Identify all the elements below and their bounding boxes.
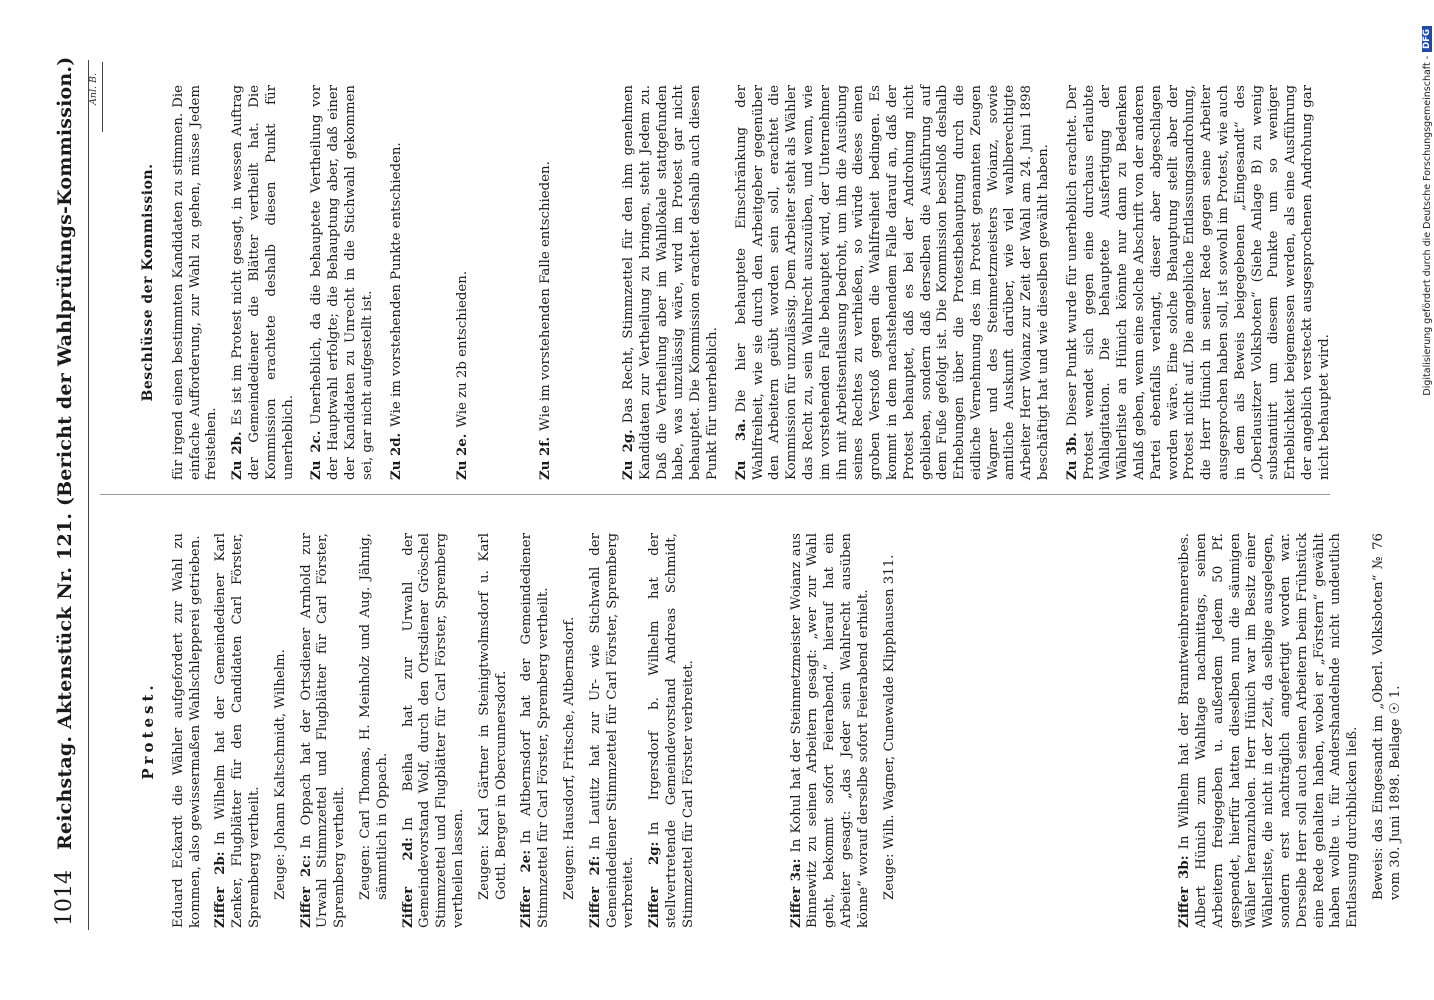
- entry-witness: Zeugen: Hausdorf, Fritsche, Altbernsdorf.: [561, 616, 577, 900]
- entry-text: In Kohul hat der Steinmetzmeister Woianz aus Binnewitz zu seinen Arbeitern gesagt: „wer zur Wahl geht, bekommt sofort Feierabend.“ hierauf hat ein Arbeiter gesagt: „das Jeder sein Wahlrecht ausüben könne“ worauf derselbe sofort Feierabend erhielt.: [788, 532, 871, 928]
- decision-2f: [538, 85, 555, 480]
- decision-label: Zu 3b.: [1064, 432, 1080, 480]
- entry-evidence: Beweis: das Eingesandt im „Oberl. Volksboten“ № 76 vom 30. Juni 1898. Beilage ☉ 1.: [1371, 533, 1403, 900]
- protest-entry-3a: [789, 533, 899, 928]
- protest-entry-3b: [1177, 533, 1404, 928]
- entry-label: Ziffer 2f:: [587, 855, 603, 928]
- commission-title: Beschlüsse der Kommission.: [140, 163, 156, 402]
- annex-stamp-underline: [102, 62, 103, 132]
- entry-label: Ziffer 2e:: [519, 849, 535, 928]
- decision-2c: [309, 85, 376, 480]
- entry-witness: Zeuge: Johann Kaltschmidt, Wilhelm.: [272, 649, 288, 900]
- entry-text: In Oppach hat der Ortsdiener Arnhold zur Urwahl Stimmzettel und Flugblätter für Carl Förster, Spremberg vertheilt.: [298, 533, 348, 928]
- decision-text: Dieser Punkt wurde für unerheblich erachtet. Der Protest wendet sich gegen eine durchaus erlaubte Wahlagitation. Die behauptete Ausfertigung der Wählerliste an Hünich könnte nur dann zu Bedenken Anlaß geben, wenn eine solche Abschrift von der anderen Partei ebenfalls verlangt, dieser aber abgeschlagen worden wäre. Eine solche Behauptung stellt aber der Protest nicht auf. Die angebliche Entlassungsandrohung, die Herr Hünich in seiner Rede gegen seine Arbeiter ausgesprochen haben soll, ist sowohl im Protest, wie auch in dem als Beweis beigegebenen „Eingesandt“ des „Oberlausitzer Volksboten“ (Siehe Anlage B) zu wenig substantiirt um diesem Punkte um so weniger Erheblichkeit beigemessen werden, als eine Ausführung der angeblich versteckt ausgesprochenen Androhung gar nicht behauptet wird.: [1064, 85, 1332, 480]
- decision-2g: [621, 85, 722, 480]
- entry-text: In Irgersdorf b. Wilhelm hat der stellvertretende Gemeindevorstand Andreas Schmidt, Stimmzettel für Carl Förster verbreitet.: [647, 533, 696, 928]
- commission-column: [140, 85, 1346, 480]
- decision-text: Unerheblich, da die behauptete Vertheilung vor der Hauptwahl erfolgte; die Behauptung aber, daß einer der Kandidaten zu Unrecht in die Stichwahl gekommen sei, gar nicht aufgestellt ist.: [309, 85, 375, 480]
- decision-label: Zu 2g.: [620, 429, 636, 480]
- decision-text: Wie im vorstehenden Punkte entschieden.: [388, 142, 404, 427]
- protest-entry-2d: [401, 533, 511, 928]
- decision-label: Zu 2d.: [388, 432, 404, 480]
- decision-label: Zu 2b.: [230, 431, 246, 480]
- decision-2e: [455, 85, 472, 480]
- entry-label: Ziffer 2d:: [400, 837, 416, 928]
- protest-entry-2g: [647, 533, 697, 928]
- protest-intro: Eduard Eckardt die Wähler aufgefordert zur Wahl zu kommen, also gewissermaßen Wahlschlepperei getrieben.: [170, 533, 203, 928]
- decision-text: Das Recht, Stimmzettel für den ihm genehmen Kandidaten zur Vertheilung zu bringen, steht Jedem zu. Daß die Vertheilung aber im Wahllokale stattgefunden habe, was unzulässig wäre, wird im Protest gar nicht behauptet. Die Kommission erachtet deshalb auch diesen Punkt für unerheblich.: [620, 85, 720, 480]
- dfg-logo: DFG: [1422, 26, 1432, 52]
- decision-label: Zu 3a.: [733, 418, 749, 480]
- decision-text: Es ist im Protest nicht gesagt, in wessen Auftrag der Gemeindediener die Blätter vertheilt hat. Die Kommission erachtete deshalb diesen Punkt für unerheblich.: [230, 84, 296, 480]
- protest-title: Protest.: [139, 681, 157, 780]
- protest-entry-2b: [213, 533, 289, 928]
- entry-text: In Altbernsdorf hat der Gemeindediener Stimmzettel für Carl Förster, Spremberg vertheilt.: [519, 533, 552, 928]
- decision-label: Zu 2f.: [538, 436, 554, 480]
- entry-witness: Zeuge: Wilh. Wagner, Cunewalde Klipphausen 311.: [881, 554, 897, 900]
- running-head: Reichstag. Aktenstück Nr. 121. (Bericht der Wahlprüfungs-Kommission.): [54, 56, 76, 850]
- entry-witness: Zeugen: Karl Gärtner in Steinigtwolmsdorf u. Karl Gottl. Berger in Obercunnersdorf.: [476, 533, 509, 900]
- decision-text: Die hier behauptete Einschränkung der Wahlfreiheit, wie sie durch den Arbeitgeber gegenüber den Arbeitern geübt worden sein soll, erachtet die Kommission für unzulässig. Dem Arbeiter steht als Wähler das Recht zu, sein Wahlrecht auszuüben, und wenn, wie im vorstehenden Falle behauptet wird, der Unternehmer ihn mit Arbeitsentlassung bedroht, um ihn die Ausübung seines Rechtes zu verhießen, so würde dieses einen groben Verstoß gegen die Wahlfreiheit bedingen. Es kommt in dem nachstehendem Falle darauf an, daß der Protest behauptet, daß es bei der Androhung nicht geblieben, sondern daß derselben die Ausführung auf dem Fuße gefolgt ist. Die Kommission beschloß deshalb Erhebungen über die Protestbehauptung durch die eidliche Vernehmung des im Protest genannten Zeugen Wagner und des Steinmetzmeisters Woianz, sowie amtliche Auskunft darüber, wie viel wahlberechtigte Arbeiter Herr Woianz zur Zeit der Wahl am 24. Juni 1898 beschäftigt hat und wie dieselben gewählt haben.: [733, 85, 1052, 480]
- decision-2b: [230, 85, 297, 480]
- digitization-credit-text: Digitalisierung gefördert durch die Deutsche Forschungsgemeinschaft -: [1421, 55, 1433, 396]
- entry-text: In Wilhelm hat der Gemeindediener Karl Zenker, Flugblätter für den Candidaten Carl Förster, Spremberg vertheilt.: [213, 533, 262, 928]
- header-rule: [88, 60, 89, 930]
- entry-label: Ziffer 3b:: [1177, 855, 1193, 928]
- entry-label: Ziffer 2b:: [213, 851, 229, 928]
- digitization-credit: [1420, 20, 1434, 980]
- entry-text: In Wilhelm hat der Branntweinbrennereibes. Albert Hünich zum Wahltage nachmittags, seinen Arbeitern freigegeben u. außerdem Jedem 50 Pf. gespendet, hierfür hatten dieselben nun die säumigen Wähler heranzuholen. Herr Hünich war im Besitz einer Wählerliste, die nicht in der Zeit, da selbige ausgelegen, sondern erst nachträglich angefertigt worden war. Derselbe Herr soll auch seinen Arbeitern beim Frühstück eine Rede gehalten haben, wobei er „Förstern“ gewählt haben wollte u. für Andershandelnde nicht undeutlich Entlassung durchblicken ließ.: [1177, 533, 1361, 928]
- protest-entry-2e: [519, 533, 578, 928]
- decision-text: Wie im vorstehenden Falle entschieden.: [538, 161, 554, 431]
- entry-label: Ziffer 2c:: [298, 854, 314, 928]
- decision-3b: [1065, 85, 1334, 480]
- column-separator: [100, 494, 1330, 495]
- protest-column: [140, 533, 1414, 928]
- annex-stamp: Anl. B.: [88, 72, 99, 105]
- entry-label: Ziffer 2g:: [647, 841, 663, 928]
- decision-3a: [734, 85, 1053, 480]
- entry-text: In Lautitz hat zur Ur- wie Stichwahl der Gemeindediener Stimmzettel für Carl Förster, Spremberg verbreitet.: [587, 533, 637, 928]
- protest-entry-2c: [299, 533, 392, 928]
- entry-text: In Beiha hat zur Urwahl der Gemeindevorstand Wolf, durch den Ortsdiener Gröschel Stimmzettel und Flugblätter für Carl Förster, Spremberg vertheilen lassen.: [400, 533, 466, 928]
- protest-entry-2f: [588, 533, 638, 928]
- page-header: [52, 0, 82, 1000]
- commission-intro: für irgend einen bestimmten Kandidaten zu stimmen. Die einfache Aufforderung, zur Wahl zu gehen, müsse Jedem freistehen.: [170, 85, 220, 480]
- entry-label: Ziffer 3a:: [788, 858, 804, 928]
- decision-text: Wie zu 2b entschieden.: [455, 270, 471, 428]
- decision-label: Zu 2c.: [309, 430, 325, 480]
- decision-label: Zu 2e.: [455, 433, 471, 480]
- entry-witness: Zeugen: Carl Thomas, H. Meinholz und Aug. Jähnig, sämmtlich in Oppach.: [357, 533, 390, 900]
- decision-2d: [389, 85, 406, 480]
- page-number: 1014: [52, 870, 77, 926]
